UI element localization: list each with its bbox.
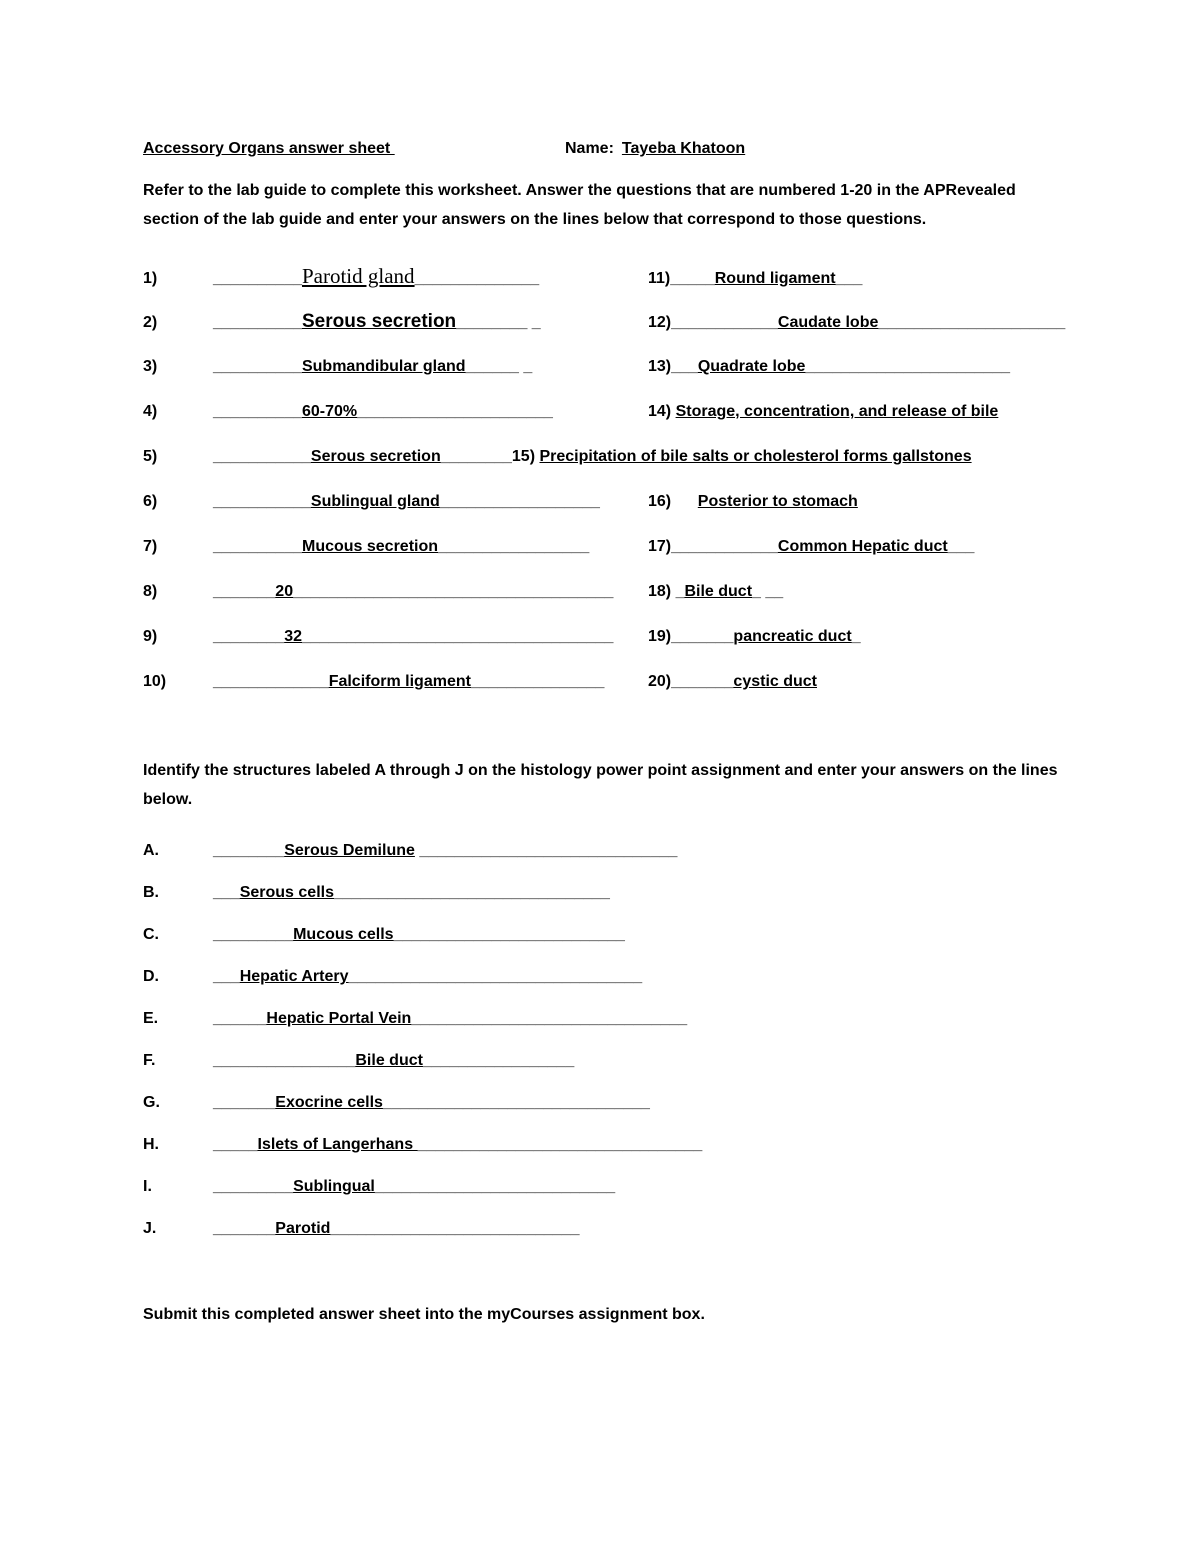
- histology-list: [143, 830, 1060, 1250]
- answer-text: Serous Demilune: [284, 842, 415, 859]
- question-row: [143, 344, 1060, 389]
- question-4: [143, 389, 648, 434]
- blank-line: ___: [213, 884, 240, 901]
- blank-line: _ __: [752, 583, 784, 600]
- answer-text: Parotid gland: [301, 264, 415, 288]
- blank-line: __________: [213, 270, 302, 287]
- question-7: [143, 524, 648, 569]
- question-13: [648, 358, 1010, 375]
- answer-text: pancreatic duct: [733, 628, 852, 645]
- question-2: [143, 299, 648, 345]
- item-label: D.: [143, 968, 159, 985]
- histology-row: [143, 830, 1060, 872]
- blank-line: ________________________________: [417, 1136, 703, 1153]
- histology-row: [143, 872, 1060, 914]
- question-number: 11): [648, 270, 671, 287]
- blank-line: __________: [213, 403, 302, 420]
- question-row: [143, 389, 1060, 434]
- histology-row: [143, 1166, 1060, 1208]
- blank-line: ___: [671, 358, 698, 375]
- header-row: [143, 140, 1060, 158]
- name-value: Tayeba Khatoon: [621, 140, 746, 157]
- answer-text: Bile duct: [684, 583, 753, 600]
- blank-line: _________________: [422, 1052, 575, 1069]
- question-20: [648, 673, 817, 690]
- blank-line: _________________________________: [348, 968, 643, 985]
- histology-row: [143, 1124, 1060, 1166]
- answer-text: Mucous cells: [293, 926, 394, 943]
- blank-line: ________ _: [456, 314, 541, 331]
- answer-text: Posterior to stomach: [697, 493, 858, 510]
- question-number: 7): [143, 538, 158, 555]
- item-label: C.: [143, 926, 159, 943]
- answer-text: Hepatic Portal Vein: [266, 1010, 412, 1027]
- blank-line: _______: [213, 583, 276, 600]
- answer-text: Serous secretion: [301, 311, 457, 332]
- question-row: [143, 659, 1060, 704]
- question-number: 2): [143, 314, 158, 331]
- question-row: [143, 434, 1060, 479]
- question-number: 5): [143, 448, 158, 465]
- answer-text: Serous secretion: [310, 448, 441, 465]
- blank-line: ___________: [213, 493, 311, 510]
- question-10: [143, 659, 648, 704]
- question-number: 4): [143, 403, 158, 420]
- blank-line: ________: [213, 842, 285, 859]
- blank-line: __________: [213, 358, 302, 375]
- histology-row: [143, 1208, 1060, 1250]
- question-row: [143, 614, 1060, 659]
- answer-text: Precipitation of bile salts or cholesterol forms gallstones: [539, 448, 972, 465]
- question-number: 9): [143, 628, 158, 645]
- item-label: H.: [143, 1136, 159, 1153]
- blank-line: _________: [213, 926, 294, 943]
- blank-line: _____________________________: [414, 842, 678, 859]
- question-row: [143, 569, 1060, 614]
- histology-row: [143, 956, 1060, 998]
- item-label: I.: [143, 1178, 152, 1195]
- answer-text: Parotid: [275, 1220, 331, 1237]
- blank-line: ________: [440, 448, 512, 465]
- question-number: 13): [648, 358, 672, 375]
- blank-line: _______________: [470, 673, 605, 690]
- question-11: [648, 270, 862, 287]
- histology-intro-paragraph: Identify the structures labeled A through J on the histology power point assignment and enter your answers on the lines below.: [143, 762, 1058, 808]
- answer-text: Bile duct: [355, 1052, 423, 1069]
- answer-text: Sublingual gland: [310, 493, 440, 510]
- question-number: 6): [143, 493, 158, 510]
- histology-row: [143, 1040, 1060, 1082]
- blank-line: _____: [670, 270, 715, 287]
- answer-text: 60-70%: [301, 403, 358, 420]
- blank-line: _______________________________: [411, 1010, 688, 1027]
- answer-text: Exocrine cells: [275, 1094, 383, 1111]
- item-label: F.: [143, 1052, 156, 1069]
- answer-text: 20: [275, 583, 294, 600]
- answer-text: Mucous secretion: [301, 538, 439, 555]
- blank-line: ____________________________________: [293, 583, 614, 600]
- question-6: [143, 479, 648, 524]
- question-18: [648, 583, 783, 600]
- question-19: [648, 628, 861, 645]
- question-number: 10): [143, 673, 167, 690]
- blank-line: ___________: [213, 448, 311, 465]
- question-number: 12): [648, 314, 672, 331]
- page-title: Accessory Organs answer sheet: [143, 140, 395, 157]
- question-number: 18): [648, 583, 672, 600]
- blank-line: ________________: [213, 1052, 356, 1069]
- name-label: Name:: [565, 140, 614, 157]
- question-number: 3): [143, 358, 158, 375]
- blank-line: ____________: [671, 538, 778, 555]
- question-number: 19): [648, 628, 672, 645]
- answer-text: Serous cells: [239, 884, 334, 901]
- blank-line: _______: [213, 1220, 276, 1237]
- blank-line: __________________________: [393, 926, 625, 943]
- answer-text: Falciform ligament: [328, 673, 471, 690]
- blank-line: __________: [213, 538, 302, 555]
- item-label: B.: [143, 884, 159, 901]
- answer-text: Common Hepatic duct: [777, 538, 948, 555]
- blank-line: _______: [671, 673, 734, 690]
- blank-line: ________: [213, 628, 285, 645]
- question-12: [648, 314, 1065, 331]
- answer-text: Quadrate lobe: [697, 358, 806, 375]
- blank-line: __________: [213, 314, 302, 331]
- blank-line: ______________: [414, 270, 540, 287]
- gap: [671, 493, 698, 510]
- answer-text: Islets of Langerhans: [257, 1136, 418, 1153]
- histology-row: [143, 914, 1060, 956]
- blank-line: _____________________: [878, 314, 1066, 331]
- blank-line: ____________: [671, 314, 778, 331]
- blank-line: ___________________________________: [301, 628, 614, 645]
- question-row: [143, 524, 1060, 569]
- blank-line: _____: [213, 1136, 258, 1153]
- question-number: 8): [143, 583, 158, 600]
- answer-text: Hepatic Artery: [239, 968, 349, 985]
- question-3: [143, 344, 648, 389]
- question-number: 17): [648, 538, 672, 555]
- question-number: 1): [143, 270, 158, 287]
- question-number: 16): [648, 493, 672, 510]
- blank-line: ___________________________: [374, 1178, 616, 1195]
- question-9: [143, 614, 648, 659]
- blank-line: ___: [947, 538, 975, 555]
- blank-line: _: [671, 583, 685, 600]
- histology-row: [143, 998, 1060, 1040]
- question-row: [143, 479, 1060, 524]
- blank-line: _________________: [438, 538, 590, 555]
- item-label: J.: [143, 1220, 157, 1237]
- intro-paragraph: Refer to the lab guide to complete this worksheet. Answer the questions that are numbered 1-20 in the APRevealed section of the lab guide and enter your answers on the lines below that correspond to those questions.: [143, 182, 1016, 228]
- answer-text: Storage, concentration, and release of bile: [675, 403, 999, 420]
- blank-line: ______________________________: [382, 1094, 650, 1111]
- blank-line: _______: [213, 1094, 276, 1111]
- item-label: E.: [143, 1010, 159, 1027]
- answer-text: 32: [284, 628, 302, 645]
- blank-line: ___: [835, 270, 863, 287]
- question-15: [512, 448, 972, 465]
- answer-text: Round ligament: [714, 270, 836, 287]
- question-5: [143, 434, 512, 479]
- item-label: A.: [143, 842, 159, 859]
- answer-text: Caudate lobe: [777, 314, 879, 331]
- question-1: [143, 254, 648, 301]
- blank-line: _____________: [213, 673, 329, 690]
- question-row: [143, 254, 1060, 299]
- question-number: 20): [648, 673, 672, 690]
- blank-line: ___: [213, 968, 240, 985]
- histology-row: [143, 1082, 1060, 1124]
- blank-line: ______: [213, 1010, 267, 1027]
- blank-line: ______ _: [465, 358, 533, 375]
- question-16: [648, 493, 858, 510]
- question-14: [648, 403, 998, 420]
- answer-text: Sublingual: [293, 1178, 375, 1195]
- blank-line: _______: [671, 628, 734, 645]
- question-list: [143, 254, 1066, 704]
- blank-line: __________________: [439, 493, 600, 510]
- answer-text: cystic duct: [733, 673, 818, 690]
- item-label: G.: [143, 1094, 160, 1111]
- blank-line: _: [851, 628, 861, 645]
- blank-line: _______________________________: [333, 884, 610, 901]
- question-8: [143, 569, 648, 614]
- question-number: 14): [648, 403, 672, 420]
- question-number: 15): [511, 448, 536, 465]
- blank-line: ____________________________: [330, 1220, 580, 1237]
- blank-line: ______________________: [357, 403, 553, 420]
- submit-instruction: Submit this completed answer sheet into the myCourses assignment box.: [143, 1306, 705, 1323]
- blank-line: _________: [213, 1178, 294, 1195]
- answer-text: Submandibular gland: [301, 358, 466, 375]
- question-17: [648, 538, 974, 555]
- question-row: [143, 299, 1066, 344]
- blank-line: _______________________: [805, 358, 1011, 375]
